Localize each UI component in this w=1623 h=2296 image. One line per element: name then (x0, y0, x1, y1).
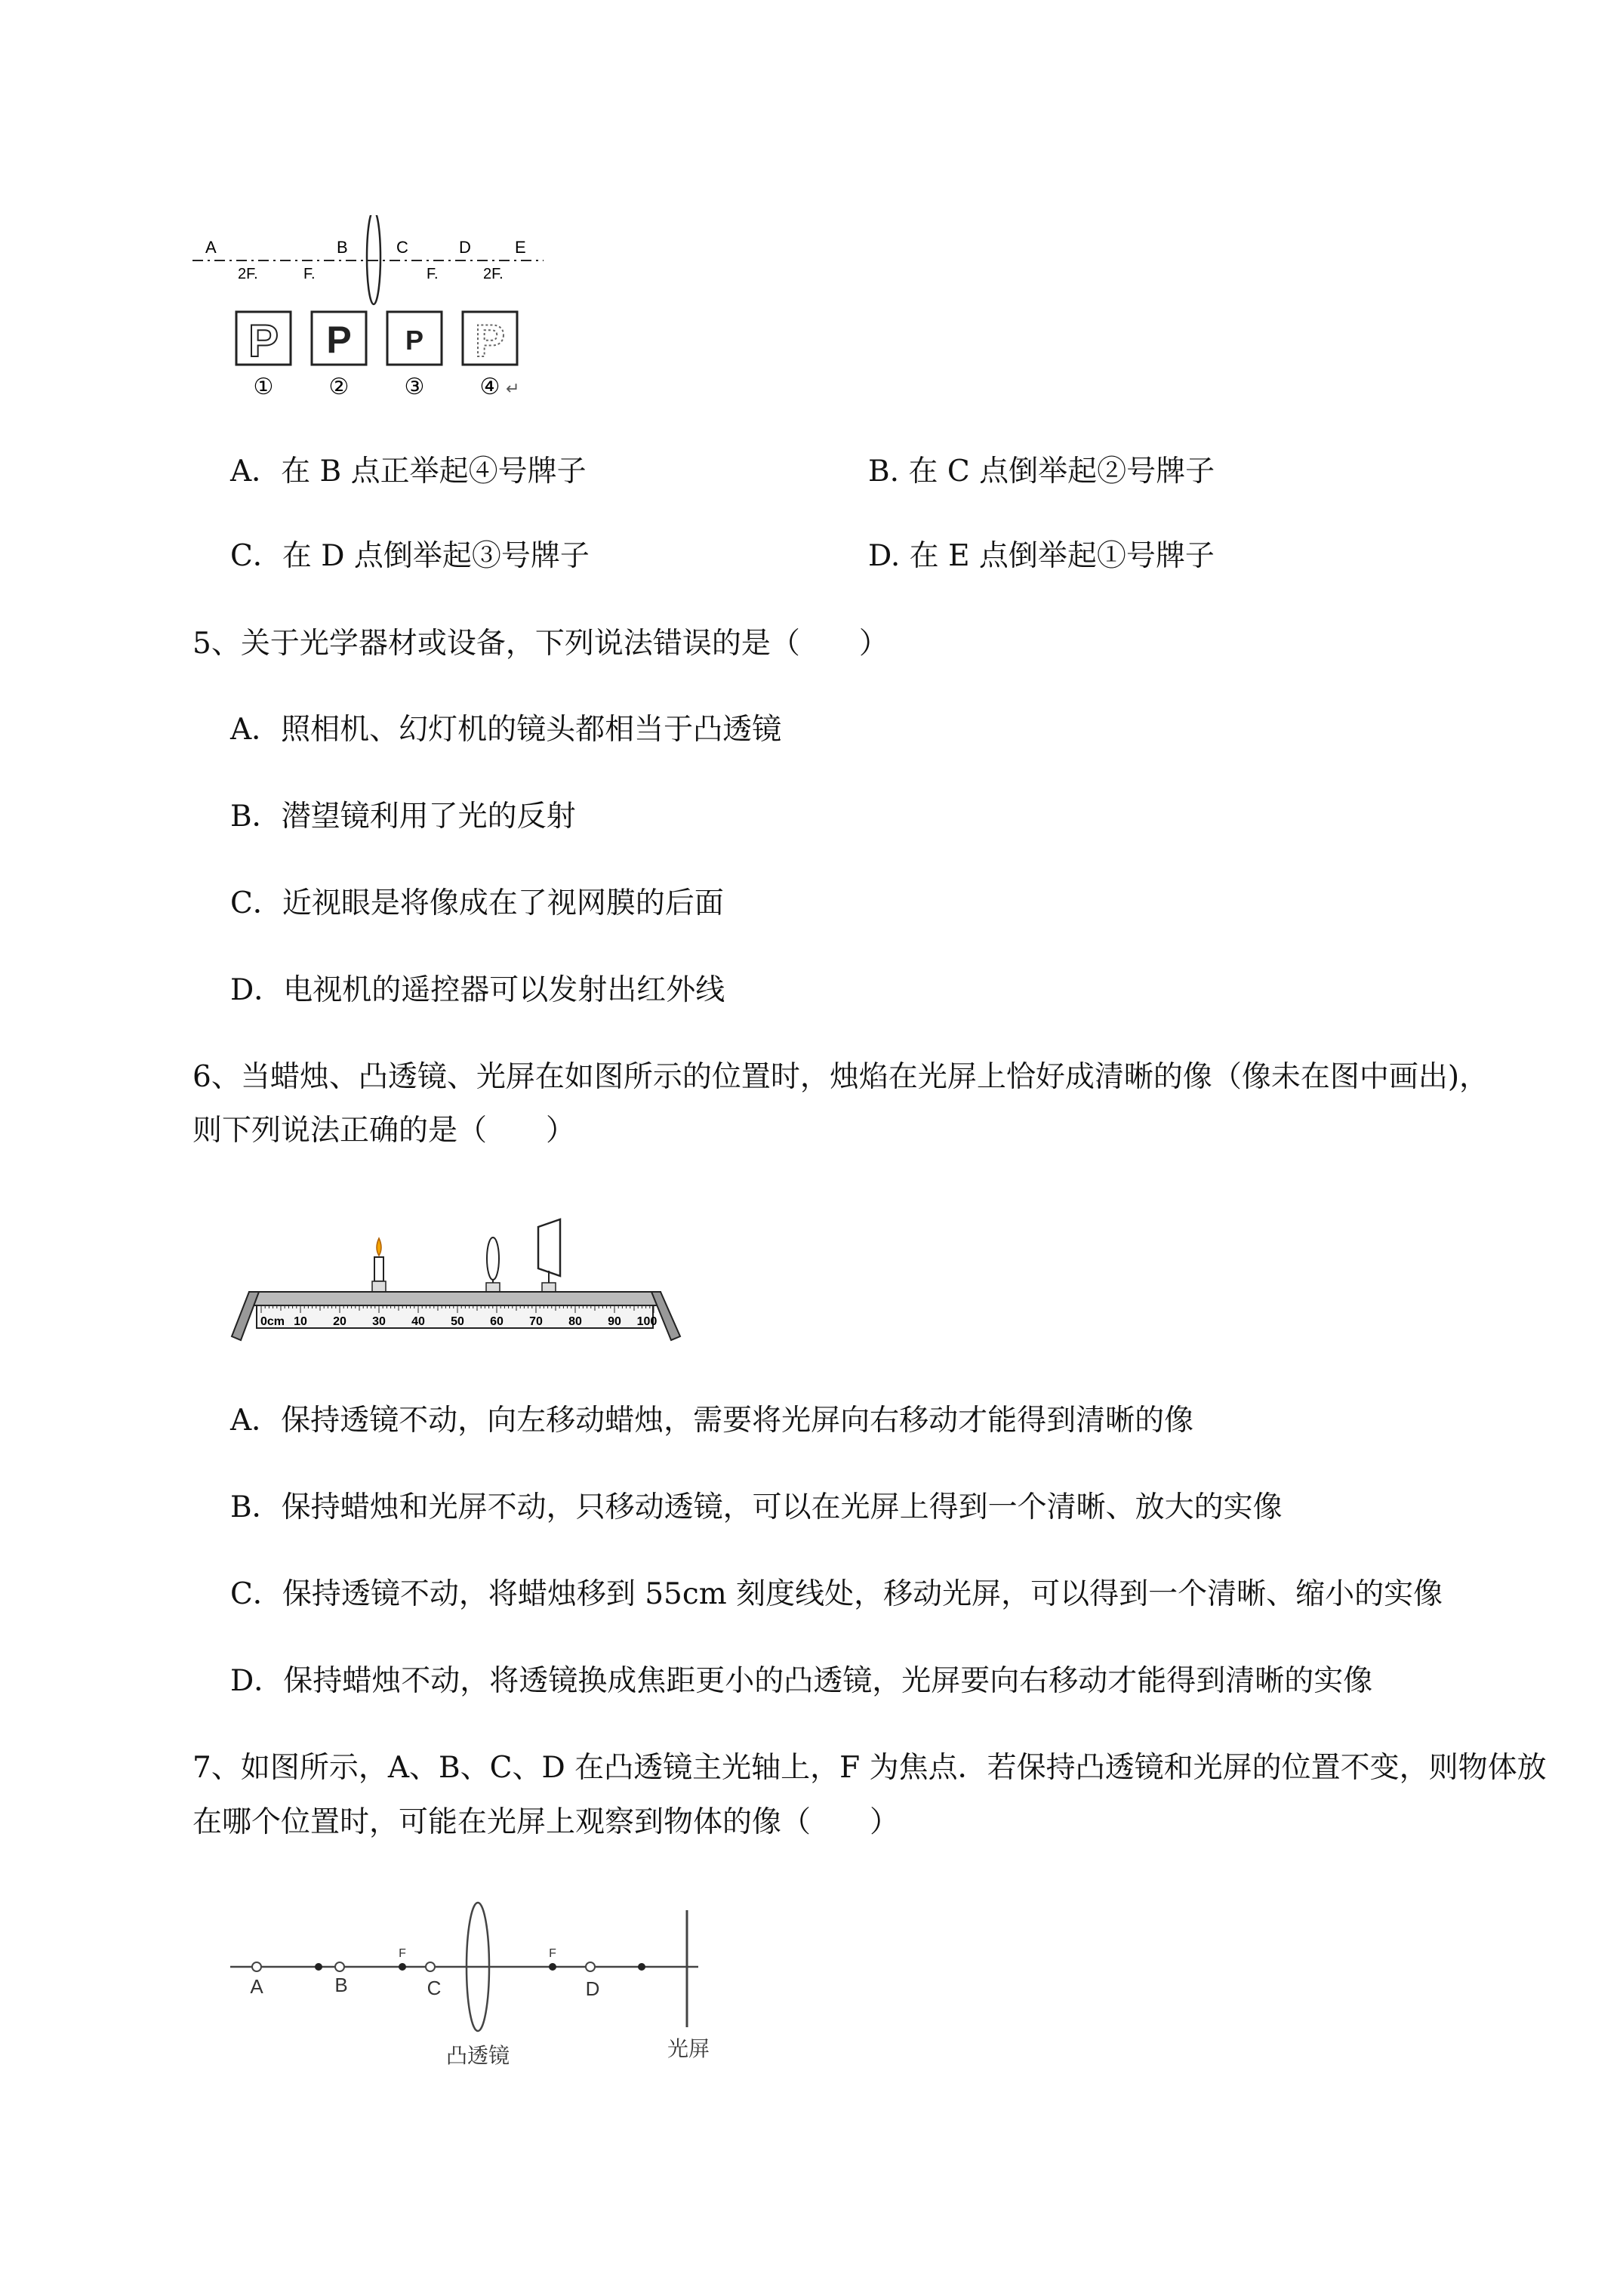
q6-option-c: C．保持透镜不动，将蜡烛移到 55cm 刻度线处，移动光屏，可以得到一个清晰、缩小的实像 (230, 1577, 1443, 1611)
q6-option-d: D．保持蜡烛不动，将透镜换成焦距更小的凸透镜，光屏要向右移动才能得到清晰的实像 (230, 1664, 1373, 1698)
ruler-label-0: 0cm (260, 1315, 285, 1328)
point-label-d: D (585, 1977, 600, 2000)
point-b (335, 1962, 344, 1971)
focus-label-right: F (549, 1947, 556, 1960)
card-label-2: ② (328, 374, 350, 399)
mark-f-left: F. (303, 266, 316, 282)
point-label-e: E (515, 238, 526, 257)
ruler-label-30: 30 (372, 1315, 386, 1328)
dot-2f-right (638, 1963, 645, 1971)
card-1 (236, 312, 291, 366)
q5-option-c: C．近视眼是将像成在了视网膜的后面 (230, 886, 724, 920)
q4-option-d: D. 在 E 点倒举起①号牌子 (868, 539, 1215, 573)
point-d (586, 1962, 595, 1971)
q5-option-b: B．潜望镜利用了光的反射 (230, 800, 576, 834)
dot-2f-left (315, 1963, 322, 1971)
candle (372, 1238, 386, 1292)
point-label-a: A (205, 238, 217, 257)
mark-2f-right: 2F. (483, 266, 504, 282)
q7-stem-line2: 在哪个位置时，可能在光屏上观察到物体的像（ ） (192, 1805, 900, 1839)
ruler-label-70: 70 (529, 1315, 543, 1328)
ruler-label-20: 20 (333, 1315, 346, 1328)
card-4 (463, 312, 517, 366)
lens-label: 凸透镜 (445, 2044, 510, 2067)
card-4-letter: P (474, 316, 506, 366)
bench-screen (538, 1219, 560, 1292)
card-3-letter: P (405, 325, 424, 356)
point-label-c: C (396, 238, 408, 257)
focus-right (549, 1963, 556, 1971)
ruler-label-10: 10 (294, 1315, 307, 1328)
q5-stem: 5、关于光学器材或设备，下列说法错误的是（ ） (192, 627, 888, 661)
card-3 (387, 312, 442, 365)
q4-option-c: C．在 D 点倒举起③号牌子 (230, 539, 590, 573)
card-label-1: ① (253, 374, 274, 399)
q4-option-b: B. 在 C 点倒举起②号牌子 (868, 455, 1215, 488)
ruler-label-50: 50 (451, 1315, 464, 1328)
mark-2f-left: 2F. (238, 266, 258, 282)
lens-axis-figure (226, 1895, 717, 2076)
q6-stem-line2: 则下列说法正确的是（ ） (192, 1114, 576, 1148)
q6-stem-line1: 6、当蜡烛、凸透镜、光屏在如图所示的位置时，烛焰在光屏上恰好成清晰的像（像未在图中画出)， (192, 1060, 1489, 1094)
point-label-b: B (334, 1974, 348, 1996)
card-label-4: ④ (479, 374, 500, 399)
focus-label-left: F (399, 1947, 406, 1960)
q6-option-b: B．保持蜡烛和光屏不动，只移动透镜，可以在光屏上得到一个清晰、放大的实像 (230, 1490, 1283, 1524)
bench-rail (249, 1292, 661, 1305)
q4-option-a: A．在 B 点正举起④号牌子 (230, 455, 587, 488)
lens-points-figure (189, 215, 551, 404)
point-label-c: C (427, 1977, 442, 1999)
ruler-label-40: 40 (411, 1315, 425, 1328)
card-1-letter: P (248, 316, 279, 366)
point-c (426, 1962, 435, 1971)
card-2 (312, 312, 366, 365)
q7-stem-line1: 7、如图所示，A、B、C、D 在凸透镜主光轴上，F 为焦点．若保持凸透镜和光屏的位置不变，则物体放 (192, 1751, 1547, 1785)
screen-label: 光屏 (667, 2037, 710, 2060)
optical-bench-figure (230, 1204, 683, 1344)
focus-left (399, 1963, 406, 1971)
point-a (252, 1962, 261, 1971)
q5-option-d: D．电视机的遥控器可以发射出红外线 (230, 973, 725, 1007)
point-label-a: A (250, 1975, 263, 1998)
ruler-label-60: 60 (490, 1315, 504, 1328)
mark-f-right: F. (427, 266, 439, 282)
ruler-label-80: 80 (568, 1315, 582, 1328)
bench-lens (486, 1237, 500, 1292)
q6-option-a: A．保持透镜不动，向左移动蜡烛，需要将光屏向右移动才能得到清晰的像 (230, 1404, 1194, 1438)
point-label-d: D (459, 238, 471, 257)
ruler-label-90: 90 (608, 1315, 621, 1328)
ruler-label-100: 100 (636, 1315, 658, 1328)
left-leg (232, 1292, 259, 1340)
point-label-b: B (337, 238, 348, 257)
card-2-letter: P (326, 319, 352, 361)
card-label-3: ③ (404, 374, 425, 399)
return-mark: ↵ (506, 379, 520, 398)
q5-option-a: A．照相机、幻灯机的镜头都相当于凸透镜 (230, 713, 782, 747)
